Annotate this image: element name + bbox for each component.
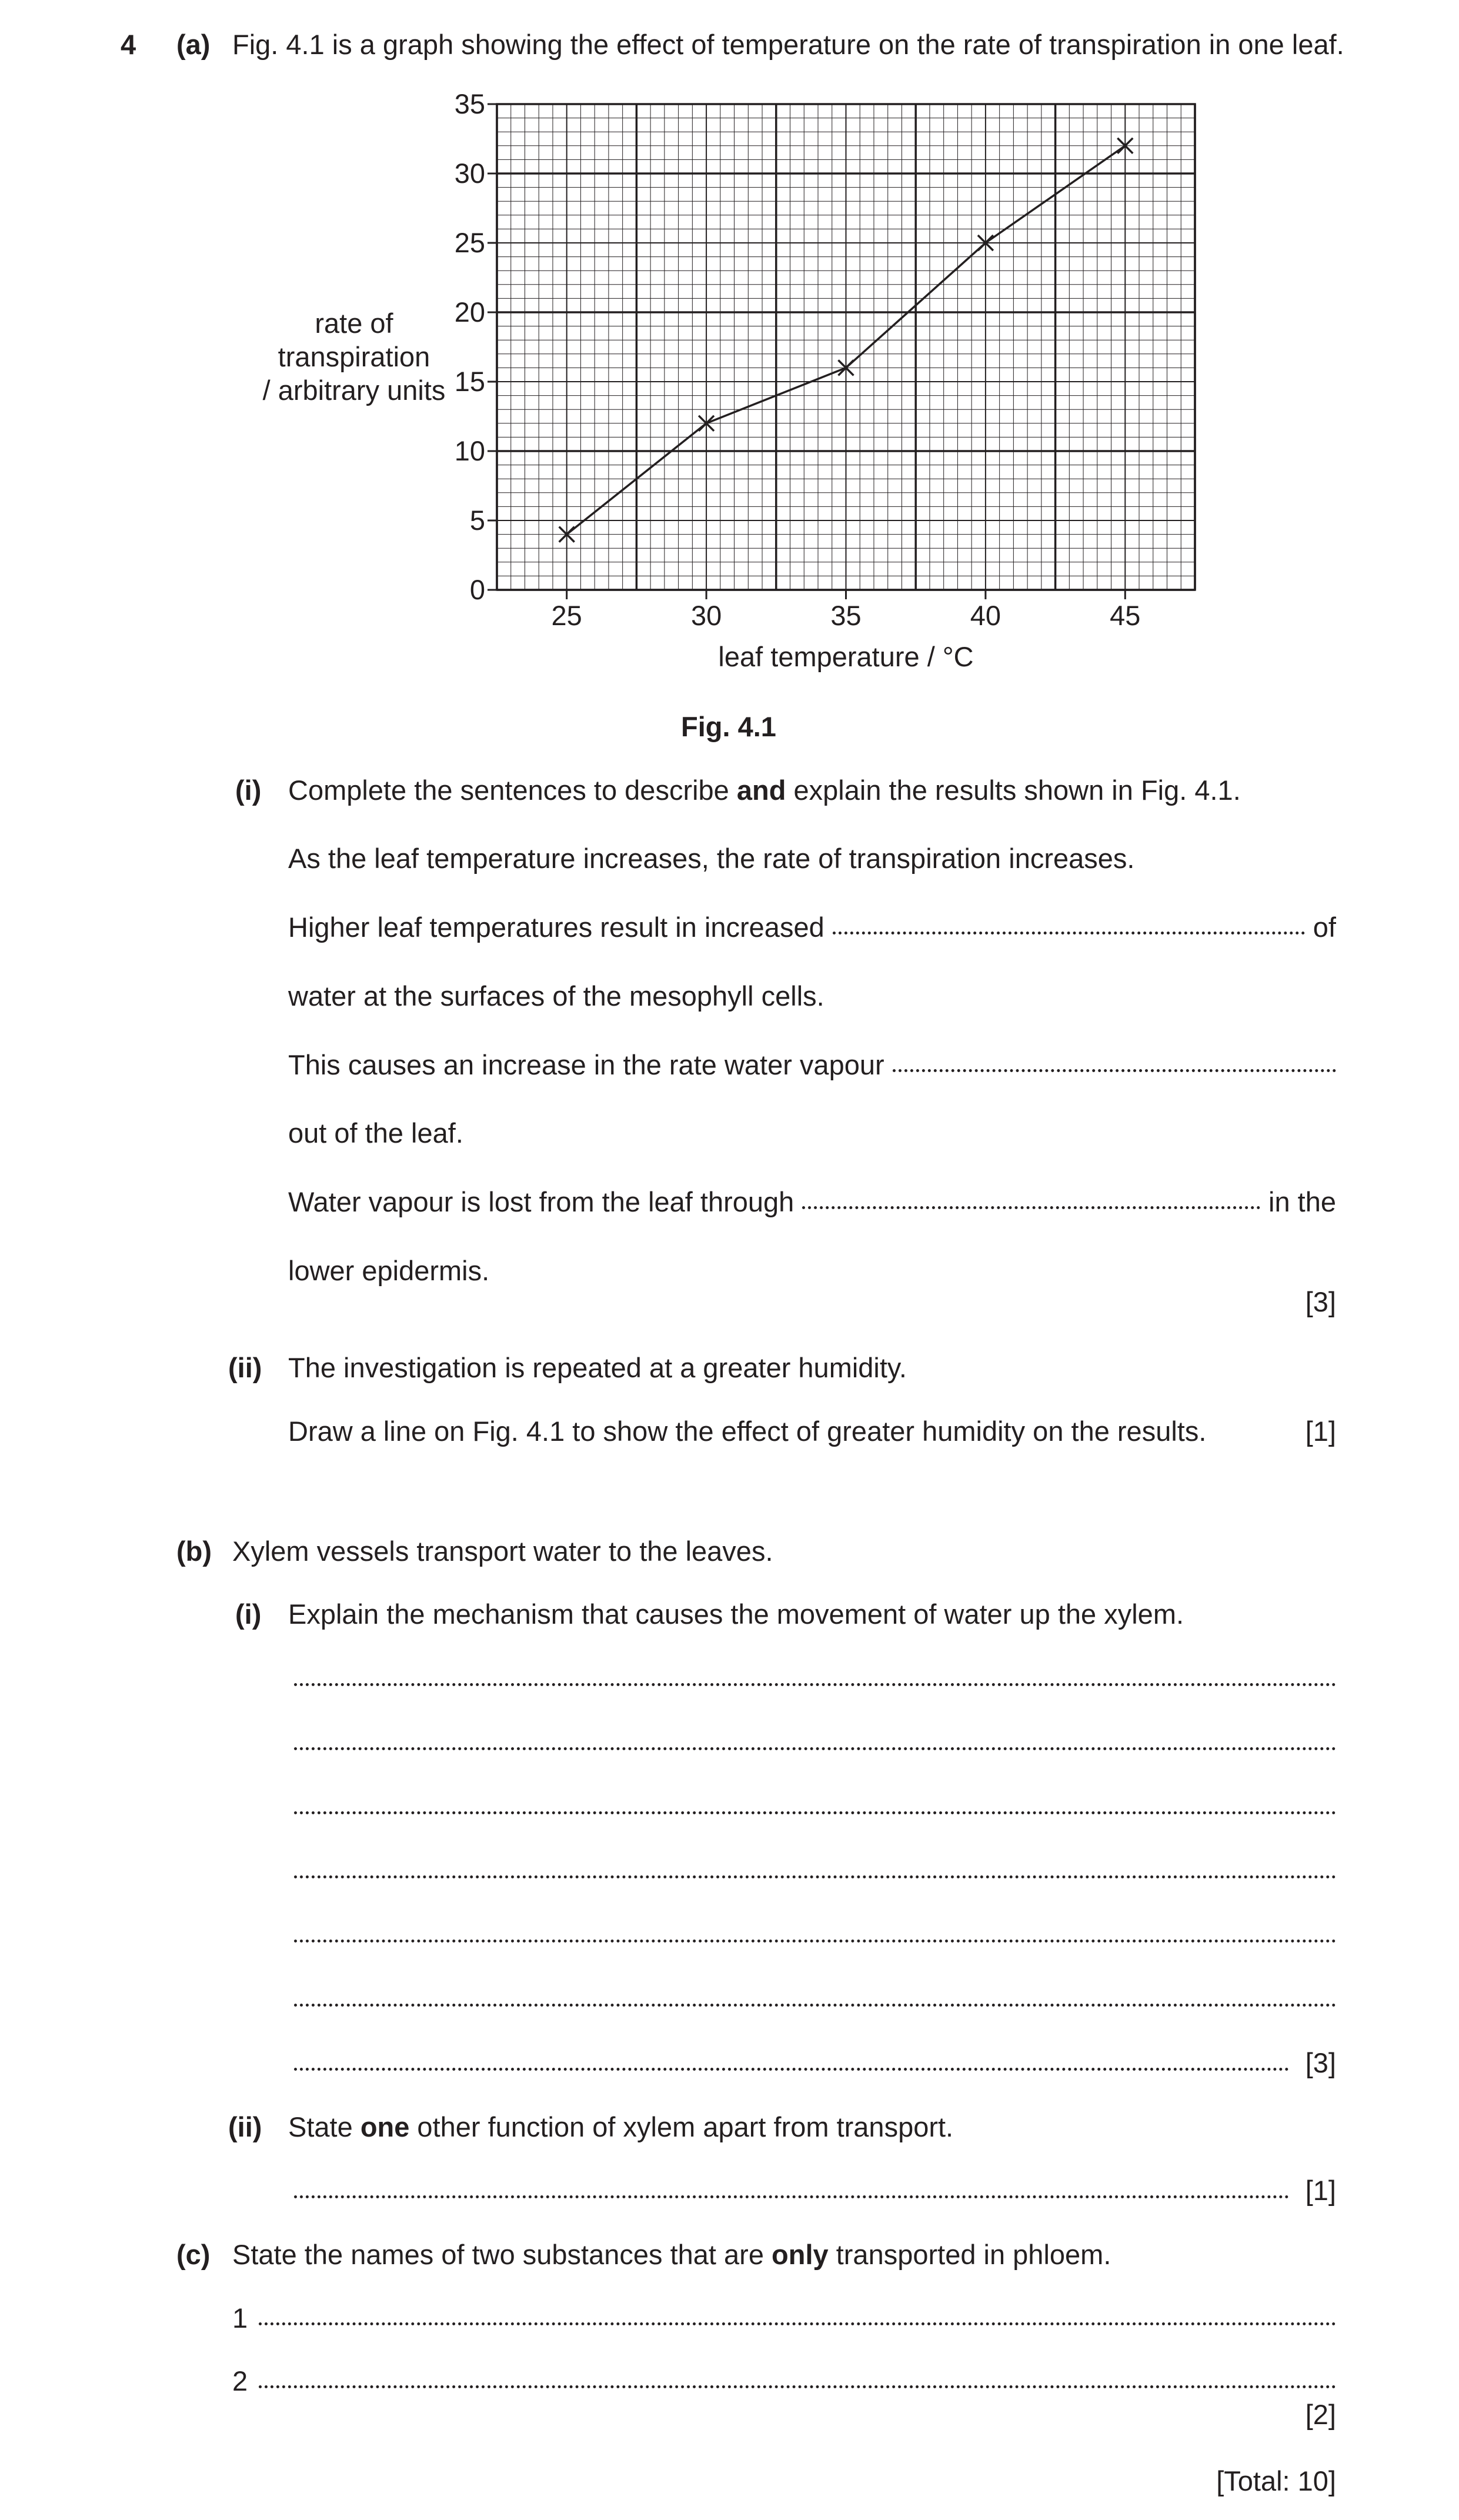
answer-line[interactable] xyxy=(294,1811,1336,1814)
part-a-ii-line2: Draw a line on Fig. 4.1 to show the effect of greater humidity on the results. xyxy=(288,1416,1207,1447)
prompt-text: State xyxy=(288,2111,360,2142)
answer-line-s2[interactable] xyxy=(288,913,1336,941)
sentence-4-start: Water vapour is lost from the leaf through xyxy=(288,1186,794,1217)
sentence-2-end: of xyxy=(1313,912,1336,943)
x-tick-label: 30 xyxy=(690,600,722,631)
marks-c: [2] xyxy=(1305,2399,1336,2430)
y-tick-label: 5 xyxy=(469,505,485,536)
total-marks: [Total: 10] xyxy=(1216,2465,1336,2496)
chart-labels xyxy=(263,308,974,672)
dotted-answer-field[interactable] xyxy=(893,1069,1336,1072)
y-axis-label-line: transpiration xyxy=(278,341,430,372)
y-tick-label: 30 xyxy=(454,158,485,189)
sentence-4-end: in the xyxy=(1268,1186,1336,1217)
prompt-text: Complete the sentences to describe xyxy=(288,775,737,806)
y-tick-label: 25 xyxy=(454,227,485,258)
y-tick-label: 20 xyxy=(454,296,485,328)
y-axis-label-line: rate of xyxy=(315,308,393,339)
part-a-label: (a) xyxy=(176,29,211,60)
marks-b-i: [3] xyxy=(1305,2047,1336,2078)
answer-line[interactable] xyxy=(294,1683,1336,1686)
part-c-line1-label: 1 xyxy=(232,2302,248,2334)
sentence-1: As the leaf temperature increases, the rate of transpiration increases. xyxy=(288,843,1135,874)
transpiration-chart xyxy=(0,82,1459,747)
part-b-label: (b) xyxy=(176,1536,212,1567)
part-a-i-label: (i) xyxy=(235,775,262,806)
answer-line[interactable] xyxy=(294,1875,1336,1878)
y-tick-label: 15 xyxy=(454,366,485,397)
marks-a-i: [3] xyxy=(1305,1286,1336,1317)
part-a-i-prompt xyxy=(288,776,1241,804)
answer-line-s3[interactable] xyxy=(288,1051,1336,1079)
answer-line[interactable] xyxy=(294,1747,1336,1750)
y-axis-label-line: / arbitrary units xyxy=(262,375,446,406)
dotted-answer-field[interactable] xyxy=(802,1206,1260,1209)
part-a-stem: Fig. 4.1 is a graph showing the effect of temperature on the rate of transpiration in one leaf. xyxy=(232,29,1344,60)
x-tick-label: 35 xyxy=(830,600,862,631)
answer-line-1[interactable] xyxy=(259,2322,1336,2325)
x-tick-label: 45 xyxy=(1110,600,1141,631)
answer-line[interactable] xyxy=(294,2068,1289,2071)
part-a-ii-label: (ii) xyxy=(228,1352,262,1383)
part-b-stem: Xylem vessels transport water to the leaves. xyxy=(232,1536,773,1567)
prompt-bold: one xyxy=(360,2111,410,2142)
figure-caption: Fig. 4.1 xyxy=(681,711,776,742)
prompt-bold: and xyxy=(736,775,786,806)
sentence-2-start: Higher leaf temperatures result in increased xyxy=(288,912,824,943)
answer-line[interactable] xyxy=(294,1940,1336,1942)
answer-line-s4[interactable] xyxy=(288,1188,1336,1216)
answer-line-2[interactable] xyxy=(259,2385,1336,2388)
y-tick-label: 0 xyxy=(469,574,485,605)
prompt-bold: only xyxy=(772,2239,829,2270)
part-b-ii-label: (ii) xyxy=(228,2111,262,2142)
sentence-3-start: This causes an increase in the rate water vapour xyxy=(288,1049,884,1080)
x-tick-label: 25 xyxy=(551,600,582,631)
part-a-ii-line1: The investigation is repeated at a greater humidity. xyxy=(288,1352,907,1383)
marks-b-ii: [1] xyxy=(1305,2175,1336,2206)
sentence-2-cont: water at the surfaces of the mesophyll cells. xyxy=(288,980,824,1012)
chart-ticks xyxy=(455,88,1141,631)
prompt-text: other function of xylem apart from transport. xyxy=(409,2111,954,2142)
prompt-text: explain the results shown in Fig. 4.1. xyxy=(786,775,1241,806)
sentence-4-cont: lower epidermis. xyxy=(288,1255,490,1286)
x-axis-label: leaf temperature / °C xyxy=(718,641,974,672)
chart-grid xyxy=(497,104,1195,590)
part-c-prompt xyxy=(232,2241,1111,2268)
answer-line[interactable] xyxy=(294,2004,1336,2007)
marks-a-ii: [1] xyxy=(1305,1416,1336,1447)
part-b-i-label: (i) xyxy=(235,1598,262,1630)
part-b-ii-prompt xyxy=(288,2113,953,2141)
part-b-i-prompt: Explain the mechanism that causes the movement of water up the xylem. xyxy=(288,1598,1184,1630)
prompt-text: transported in phloem. xyxy=(828,2239,1111,2270)
part-c-line2-label: 2 xyxy=(232,2365,248,2396)
x-tick-label: 40 xyxy=(970,600,1001,631)
part-c-label: (c) xyxy=(176,2239,211,2270)
y-tick-label: 35 xyxy=(454,88,485,119)
answer-line[interactable] xyxy=(294,2195,1289,2198)
sentence-3-cont: out of the leaf. xyxy=(288,1117,463,1149)
y-tick-label: 10 xyxy=(454,435,485,466)
dotted-answer-field[interactable] xyxy=(833,932,1305,934)
prompt-text: State the names of two substances that are xyxy=(232,2239,772,2270)
question-number: 4 xyxy=(121,29,136,60)
